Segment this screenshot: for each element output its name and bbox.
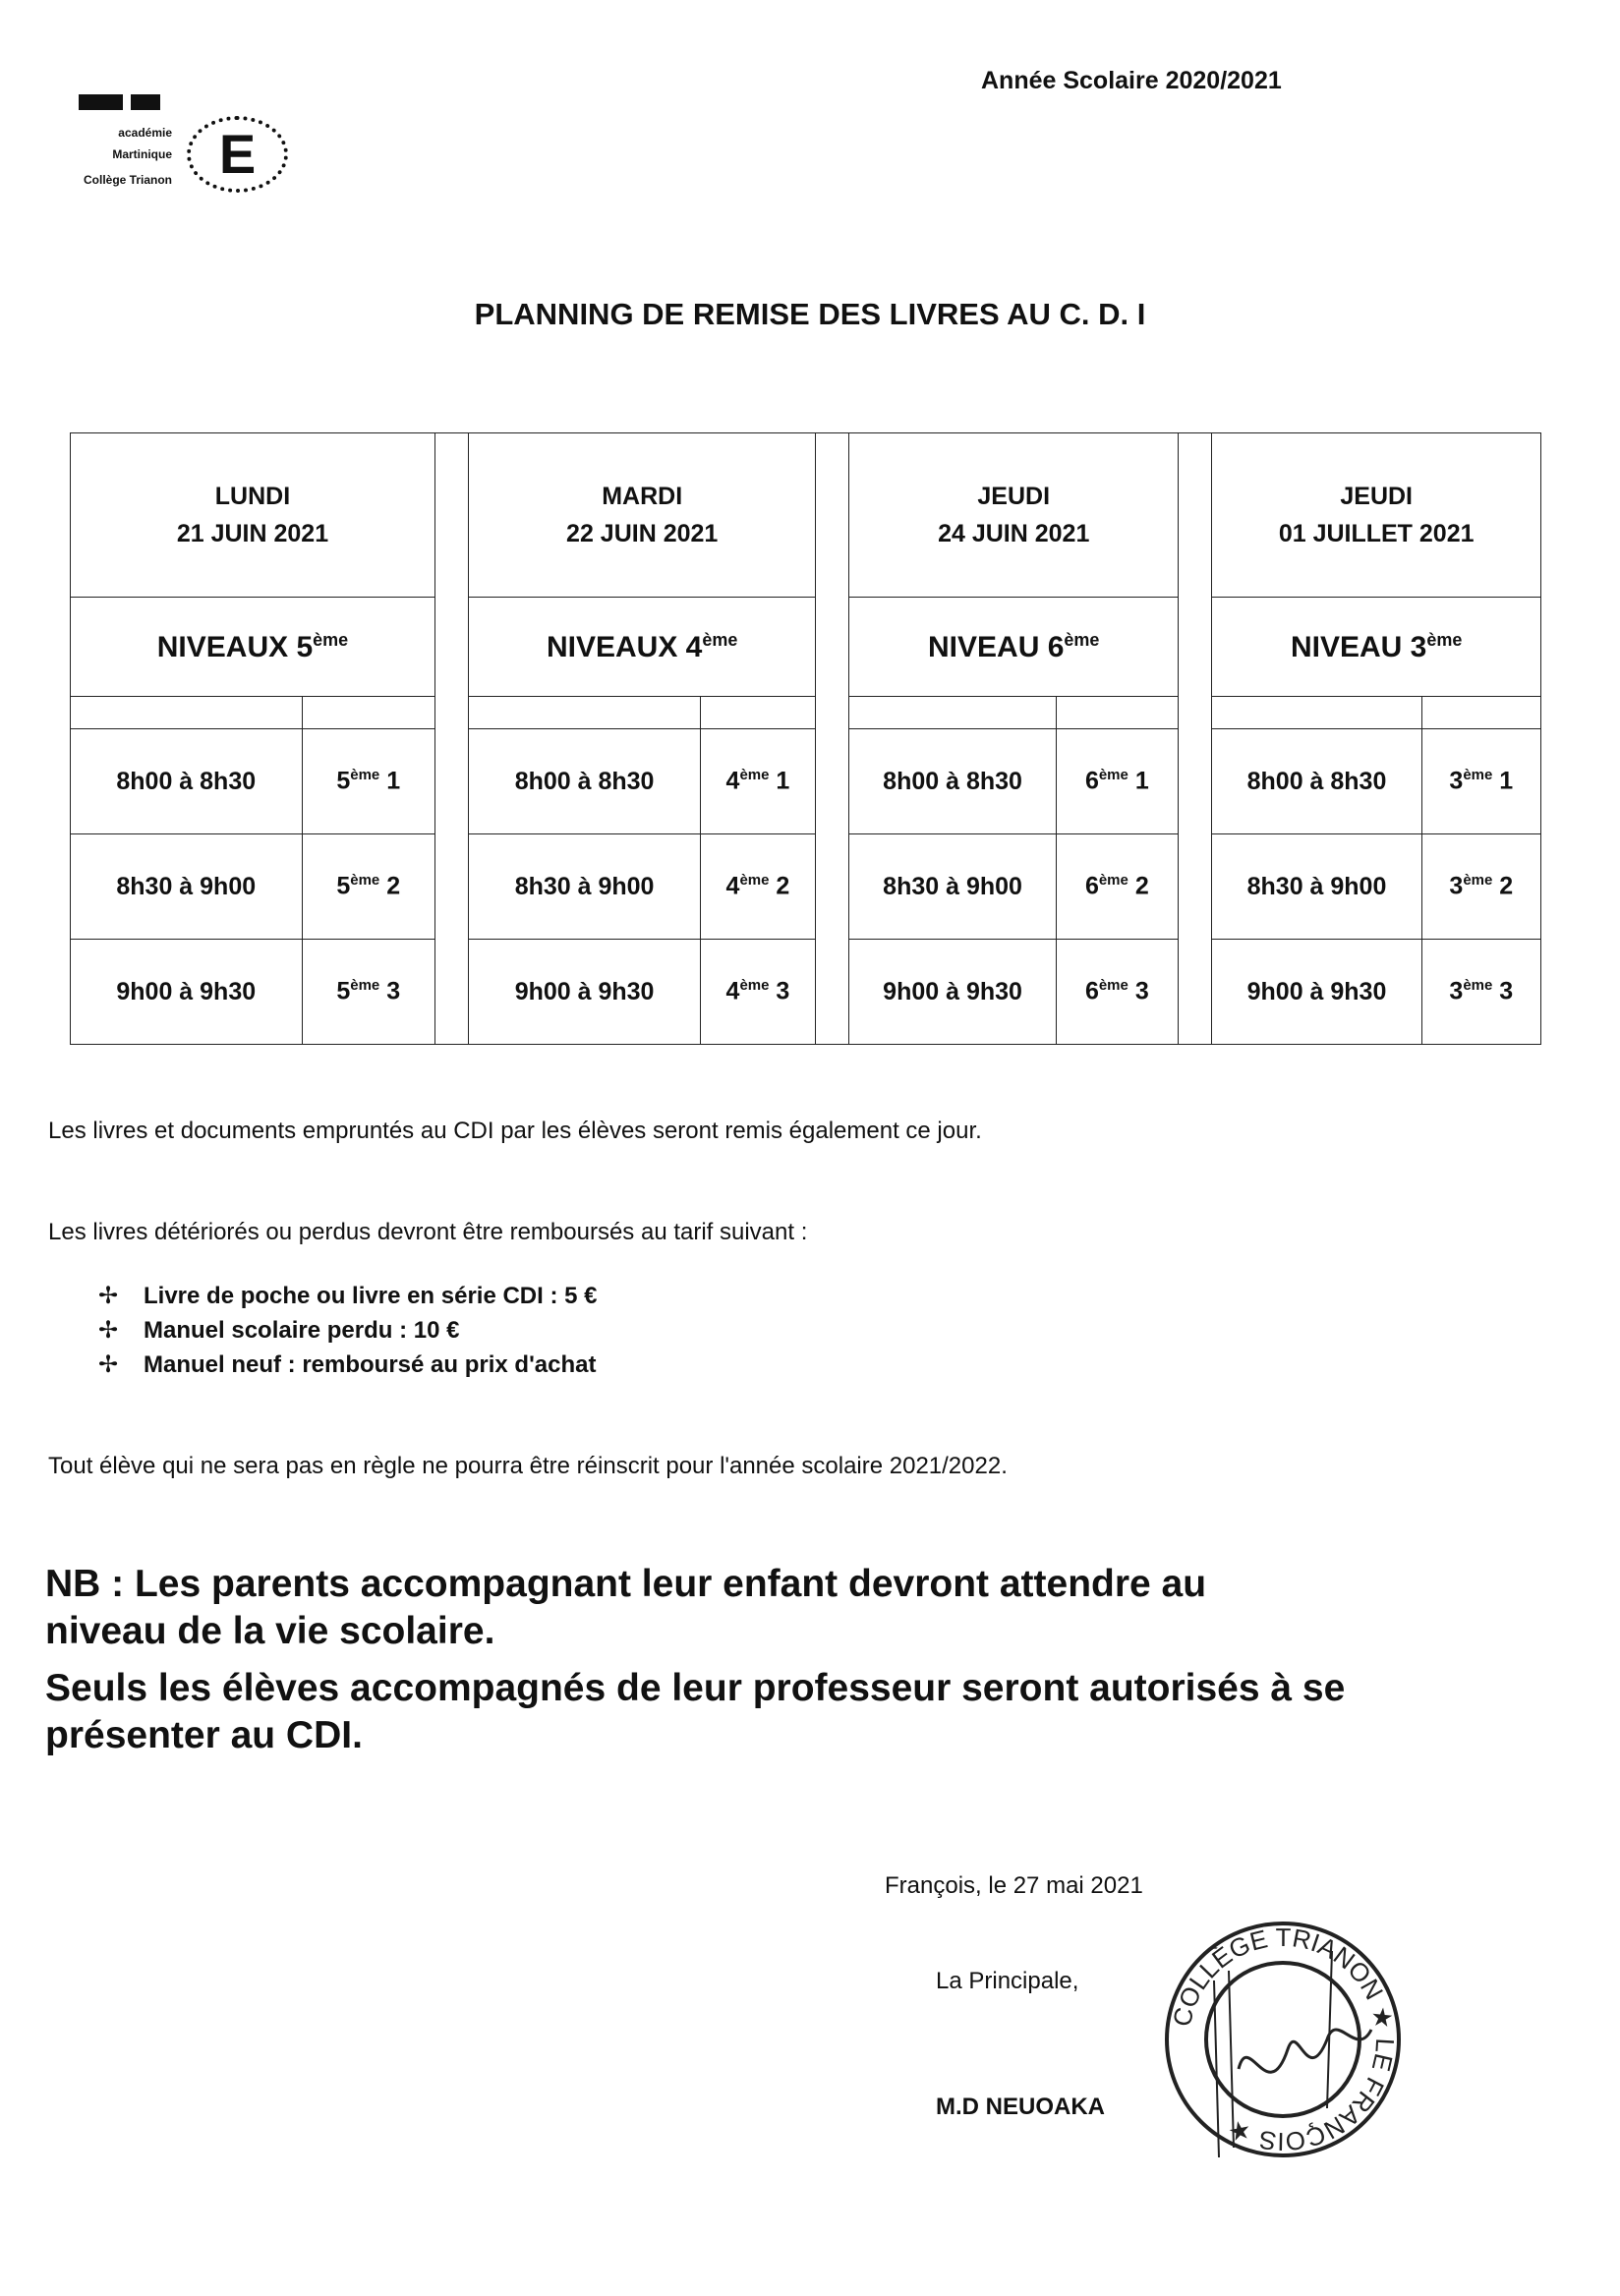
class-cell — [700, 729, 815, 834]
place-date: François, le 27 mai 2021 — [885, 1872, 1143, 1899]
class-number: 3 — [1128, 977, 1149, 1005]
list-item-text: Manuel scolaire perdu : 10 € — [144, 1317, 460, 1344]
level-sup: ème — [1426, 629, 1463, 650]
paragraph-books-return: Les livres et documents empruntés au CDI par les élèves seront remis également ce jour. — [48, 1118, 982, 1144]
class-cell — [302, 834, 434, 940]
school-stamp-icon — [1160, 1912, 1406, 2167]
class-number: 3 — [769, 977, 790, 1005]
day-date: 01 JUILLET 2021 — [1278, 520, 1475, 547]
class-level: 4 — [725, 977, 740, 1005]
class-cell — [302, 940, 434, 1045]
level-cell — [469, 598, 816, 697]
class-level: 4 — [725, 872, 740, 900]
class-sup: ème — [1463, 977, 1493, 995]
class-number: 1 — [769, 767, 790, 795]
nb-line: NB : Les parents accompagnant leur enfant devront attendre au — [45, 1563, 1207, 1605]
day-date: 21 JUIN 2021 — [176, 520, 329, 547]
class-sup: ème — [739, 872, 770, 890]
time-cell — [71, 729, 303, 834]
class-cell — [1421, 940, 1540, 1045]
class-sup: ème — [1098, 767, 1128, 784]
flag-icon — [131, 94, 160, 110]
spacer-cell — [1421, 697, 1540, 729]
level-cell — [1212, 598, 1541, 697]
logo-line: Collège Trianon — [83, 173, 172, 187]
arrow-bullet-icon: ✢ — [98, 1351, 119, 1378]
class-sup: ème — [1098, 872, 1128, 890]
time-slot: 8h00 à 8h30 — [883, 767, 1022, 795]
time-slot: 8h30 à 9h00 — [1246, 872, 1387, 900]
page-title: PLANNING DE REMISE DES LIVRES AU C. D. I — [474, 297, 1146, 331]
time-cell — [849, 940, 1056, 1045]
flag-icon — [79, 94, 123, 110]
nb-notice — [45, 1561, 1598, 1759]
schedule-table — [70, 432, 1541, 1045]
spacer-cell — [700, 697, 815, 729]
time-slot: 8h00 à 8h30 — [514, 767, 655, 795]
logo-line: Martinique — [112, 147, 172, 161]
class-sup: ème — [739, 767, 770, 784]
class-number: 1 — [379, 767, 401, 795]
time-slot: 8h00 à 8h30 — [1246, 767, 1387, 795]
spacer-cell — [469, 697, 701, 729]
class-sup: ème — [1098, 977, 1128, 995]
class-level: 6 — [1084, 977, 1099, 1005]
arrow-bullet-icon: ✢ — [98, 1283, 119, 1309]
class-sup: ème — [1463, 872, 1493, 890]
level-label: NIVEAU 6 — [928, 630, 1065, 663]
level-cell — [849, 598, 1179, 697]
day-date: 24 JUIN 2021 — [938, 520, 1090, 547]
academy-logo — [49, 86, 315, 204]
class-number: 2 — [1492, 872, 1514, 900]
class-level: 3 — [1449, 977, 1464, 1005]
level-sup: ème — [313, 629, 349, 650]
class-cell — [1056, 940, 1178, 1045]
logo-e-emblem: E — [187, 116, 288, 193]
class-number: 2 — [379, 872, 401, 900]
time-cell — [849, 834, 1056, 940]
paragraph-reenrollment: Tout élève qui ne sera pas en règle ne pourra être réinscrit pour l'année scolaire 2021/2022. — [48, 1453, 1008, 1479]
time-slot: 8h30 à 9h00 — [514, 872, 655, 900]
spacer-cell — [71, 697, 303, 729]
class-level: 6 — [1084, 872, 1099, 900]
day-name: LUNDI — [214, 483, 291, 510]
day-header — [71, 433, 435, 598]
time-cell — [1212, 834, 1421, 940]
spacer-cell — [849, 697, 1056, 729]
time-slot: 9h00 à 9h30 — [514, 977, 655, 1005]
day-date: 22 JUIN 2021 — [566, 520, 719, 547]
stamp-text: COLLÈGE TRIANON ★ LE FRANÇOIS ★ — [1166, 1922, 1401, 2157]
class-level: 5 — [336, 977, 351, 1005]
day-name: JEUDI — [977, 483, 1051, 510]
signatory-role: La Principale, — [936, 1968, 1079, 1994]
class-level: 3 — [1449, 767, 1464, 795]
time-cell — [849, 729, 1056, 834]
class-level: 4 — [725, 767, 740, 795]
class-number: 3 — [1492, 977, 1514, 1005]
spacer-column — [434, 433, 468, 1045]
list-item-text: Manuel neuf : remboursé au prix d'achat — [144, 1351, 597, 1378]
paragraph-reimbursement: Les livres détériorés ou perdus devront être remboursés au tarif suivant : — [48, 1219, 808, 1245]
class-cell — [700, 834, 815, 940]
time-slot: 8h00 à 8h30 — [116, 767, 257, 795]
class-sup: ème — [350, 977, 380, 995]
list-item — [98, 1316, 459, 1345]
spacer-column — [816, 433, 849, 1045]
handwritten-signature — [1239, 2030, 1371, 2072]
school-year: Année Scolaire 2020/2021 — [981, 67, 1282, 94]
class-number: 1 — [1128, 767, 1149, 795]
time-slot: 9h00 à 9h30 — [883, 977, 1022, 1005]
day-name: JEUDI — [1340, 483, 1413, 510]
list-item-text: Livre de poche ou livre en série CDI : 5 € — [144, 1283, 598, 1309]
time-cell — [71, 940, 303, 1045]
class-cell — [1421, 834, 1540, 940]
time-slot: 9h00 à 9h30 — [1246, 977, 1387, 1005]
level-label: NIVEAUX 5 — [156, 630, 314, 663]
class-level: 5 — [336, 767, 351, 795]
nb-line: niveau de la vie scolaire. — [45, 1610, 495, 1652]
class-cell — [700, 940, 815, 1045]
list-item — [98, 1282, 598, 1310]
time-cell — [469, 940, 701, 1045]
arrow-bullet-icon: ✢ — [98, 1317, 119, 1344]
spacer-column — [1179, 433, 1212, 1045]
time-slot: 8h30 à 9h00 — [883, 872, 1022, 900]
day-name: MARDI — [602, 483, 683, 510]
class-sup: ème — [739, 977, 770, 995]
level-label: NIVEAU 3 — [1290, 630, 1427, 663]
class-cell — [302, 729, 434, 834]
class-number: 2 — [1128, 872, 1149, 900]
nb-line: présenter au CDI. — [45, 1714, 363, 1756]
class-sup: ème — [1463, 767, 1493, 784]
time-cell — [71, 834, 303, 940]
day-header — [469, 433, 816, 598]
class-level: 3 — [1449, 872, 1464, 900]
level-label: NIVEAUX 4 — [546, 630, 703, 663]
level-sup: ème — [1064, 629, 1100, 650]
signatory-name: M.D NEUOAKA — [936, 2094, 1105, 2120]
class-cell — [1056, 729, 1178, 834]
level-cell — [71, 598, 435, 697]
spacer-cell — [1056, 697, 1178, 729]
day-header — [1212, 433, 1541, 598]
time-slot: 9h00 à 9h30 — [116, 977, 257, 1005]
time-cell — [1212, 729, 1421, 834]
class-sup: ème — [350, 767, 380, 784]
class-number: 2 — [769, 872, 790, 900]
spacer-cell — [302, 697, 434, 729]
class-level: 5 — [336, 872, 351, 900]
class-number: 1 — [1492, 767, 1514, 795]
time-cell — [1212, 940, 1421, 1045]
spacer-cell — [1212, 697, 1421, 729]
day-header — [849, 433, 1179, 598]
time-cell — [469, 729, 701, 834]
class-cell — [1056, 834, 1178, 940]
class-level: 6 — [1084, 767, 1099, 795]
time-cell — [469, 834, 701, 940]
logo-line: académie — [118, 126, 172, 140]
list-item — [98, 1350, 596, 1379]
level-sup: ème — [702, 629, 738, 650]
time-slot: 8h30 à 9h00 — [116, 872, 257, 900]
nb-line: Seuls les élèves accompagnés de leur professeur seront autorisés à se — [45, 1667, 1346, 1709]
class-sup: ème — [350, 872, 380, 890]
class-number: 3 — [379, 977, 401, 1005]
class-cell — [1421, 729, 1540, 834]
